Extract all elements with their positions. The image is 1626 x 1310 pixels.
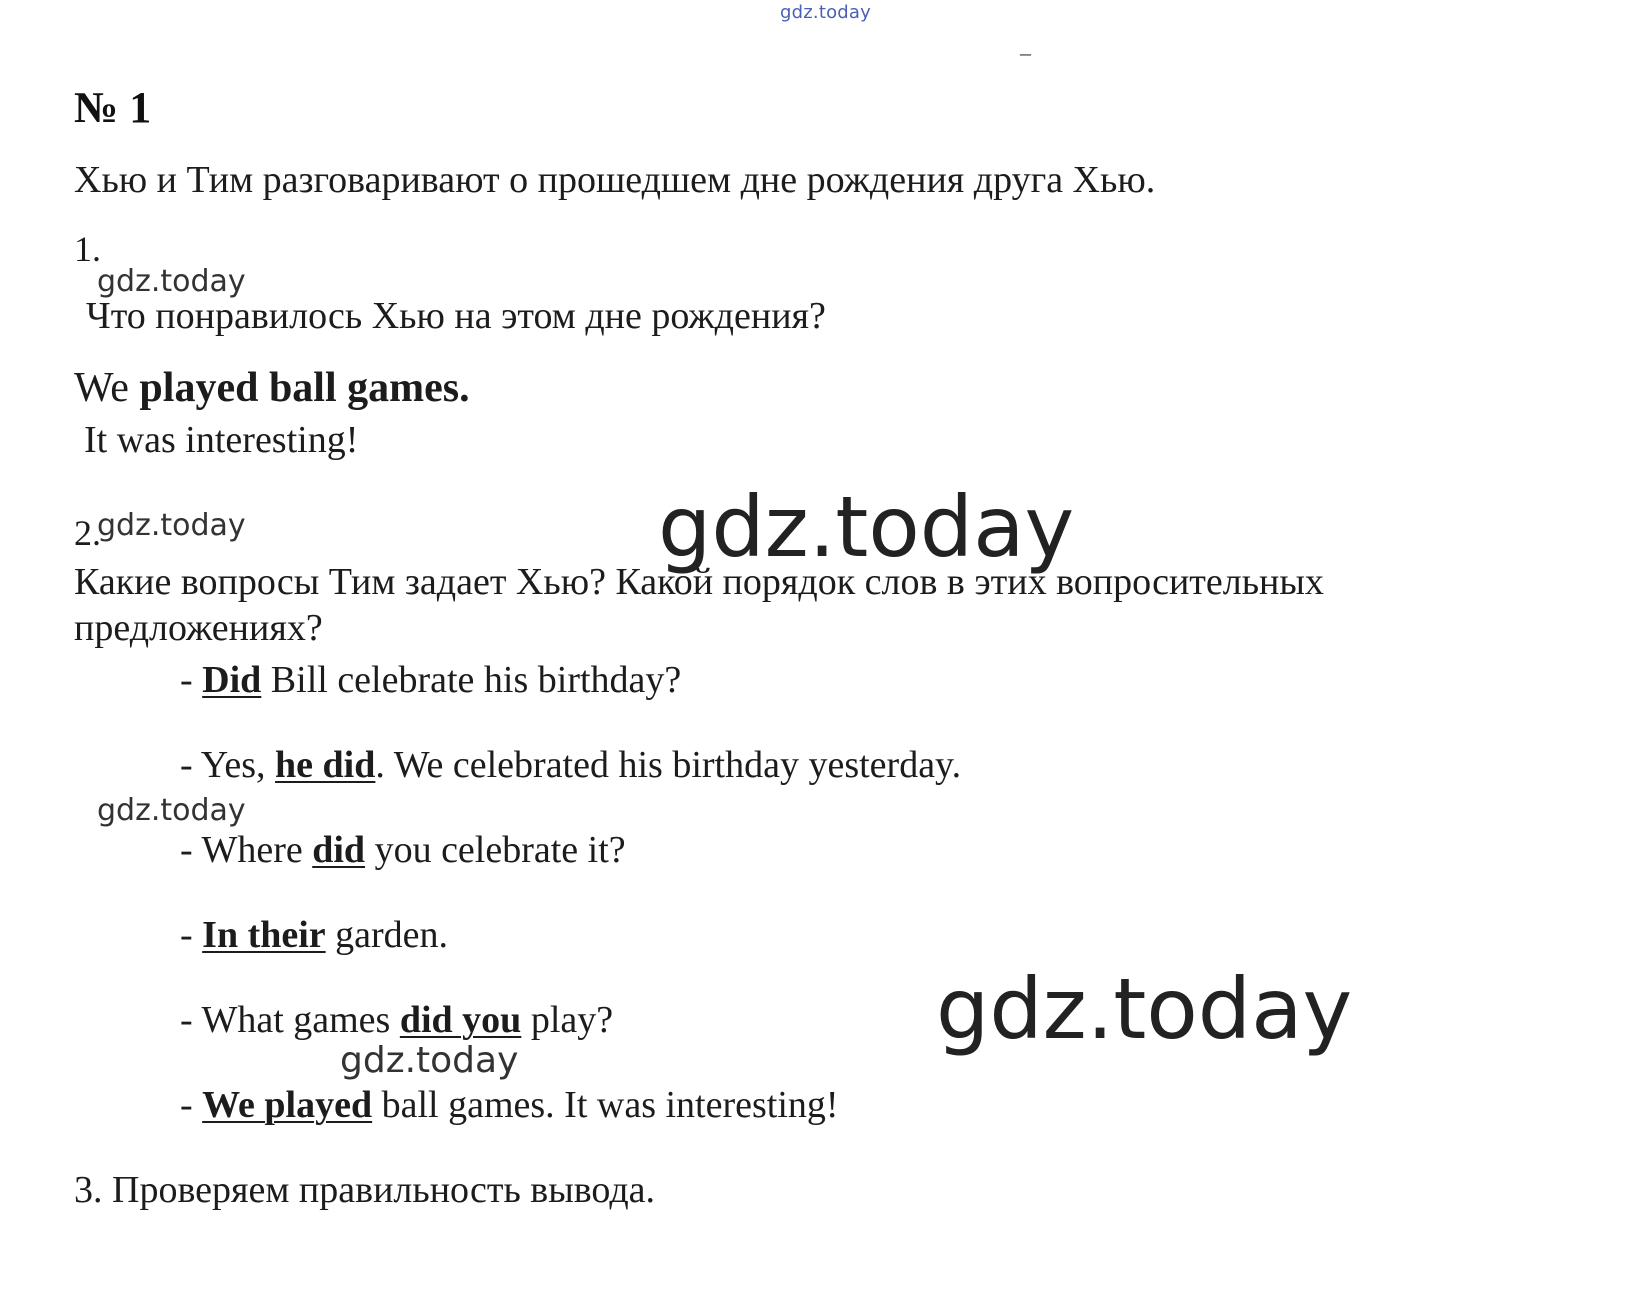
section-2-question-line1: Какие вопросы Тим задает Хью? Какой порядок слов в этих вопросительных [74, 561, 1324, 603]
section-1-answer [74, 364, 470, 412]
watermark: gdz.today [340, 1040, 519, 1081]
section-3-text: 3. Проверяем правильность вывода. [74, 1169, 656, 1211]
section-1-question: Что понравилось Хью на этом дне рождения? [86, 295, 826, 337]
dialogue-text: play? [521, 999, 614, 1041]
dialogue-text: - [180, 1084, 203, 1126]
dialogue-text: Bill celebrate his birthday? [261, 659, 682, 701]
dialogue-text: garden. [325, 914, 449, 956]
watermark: gdz.today [97, 264, 246, 299]
section-2-number: 2. [74, 513, 101, 553]
exercise-intro: Хью и Тим разговаривают о прошедшем дне рождения друга Хью. [74, 159, 1156, 201]
dialogue-line [180, 658, 681, 702]
dialogue-text: ball games. It was interesting! [372, 1084, 839, 1126]
dialogue-line [180, 998, 613, 1042]
dialogue-text: - Where [180, 829, 313, 871]
watermark: gdz.today [97, 793, 246, 828]
answer-plain: We [74, 365, 140, 411]
dialogue-text: - Yes, [180, 744, 276, 786]
dialogue-highlight: did [312, 829, 366, 871]
dialogue-text: you celebrate it? [365, 829, 626, 871]
page-dash: – [1020, 40, 1031, 65]
dialogue-text: . We celebrated his birthday yesterday. [375, 744, 962, 786]
dialogue-text: - [180, 659, 203, 701]
watermark-top: gdz.today [780, 2, 872, 23]
dialogue-highlight: In their [202, 914, 326, 956]
dialogue-line [180, 743, 961, 787]
dialogue-text: - What games [180, 999, 400, 1041]
section-2-question-line2: предложениях? [74, 607, 323, 649]
dialogue-highlight: did you [399, 999, 522, 1041]
dialogue-line [180, 913, 448, 957]
dialogue-highlight: Did [202, 659, 262, 701]
dialogue-highlight: We played [202, 1084, 373, 1126]
watermark: gdz.today [97, 508, 246, 543]
answer-bold: played ball games. [139, 365, 470, 411]
section-1-answer-line2: It was interesting! [84, 419, 359, 461]
watermark-large: gdz.today [936, 960, 1353, 1058]
watermark-large: gdz.today [658, 478, 1075, 576]
section-1-number: 1. [74, 229, 101, 269]
dialogue-text: - [180, 914, 203, 956]
dialogue-highlight: he did [275, 744, 376, 786]
dialogue-line [180, 1083, 839, 1127]
dialogue-line [180, 828, 626, 872]
exercise-title: № 1 [74, 83, 152, 132]
